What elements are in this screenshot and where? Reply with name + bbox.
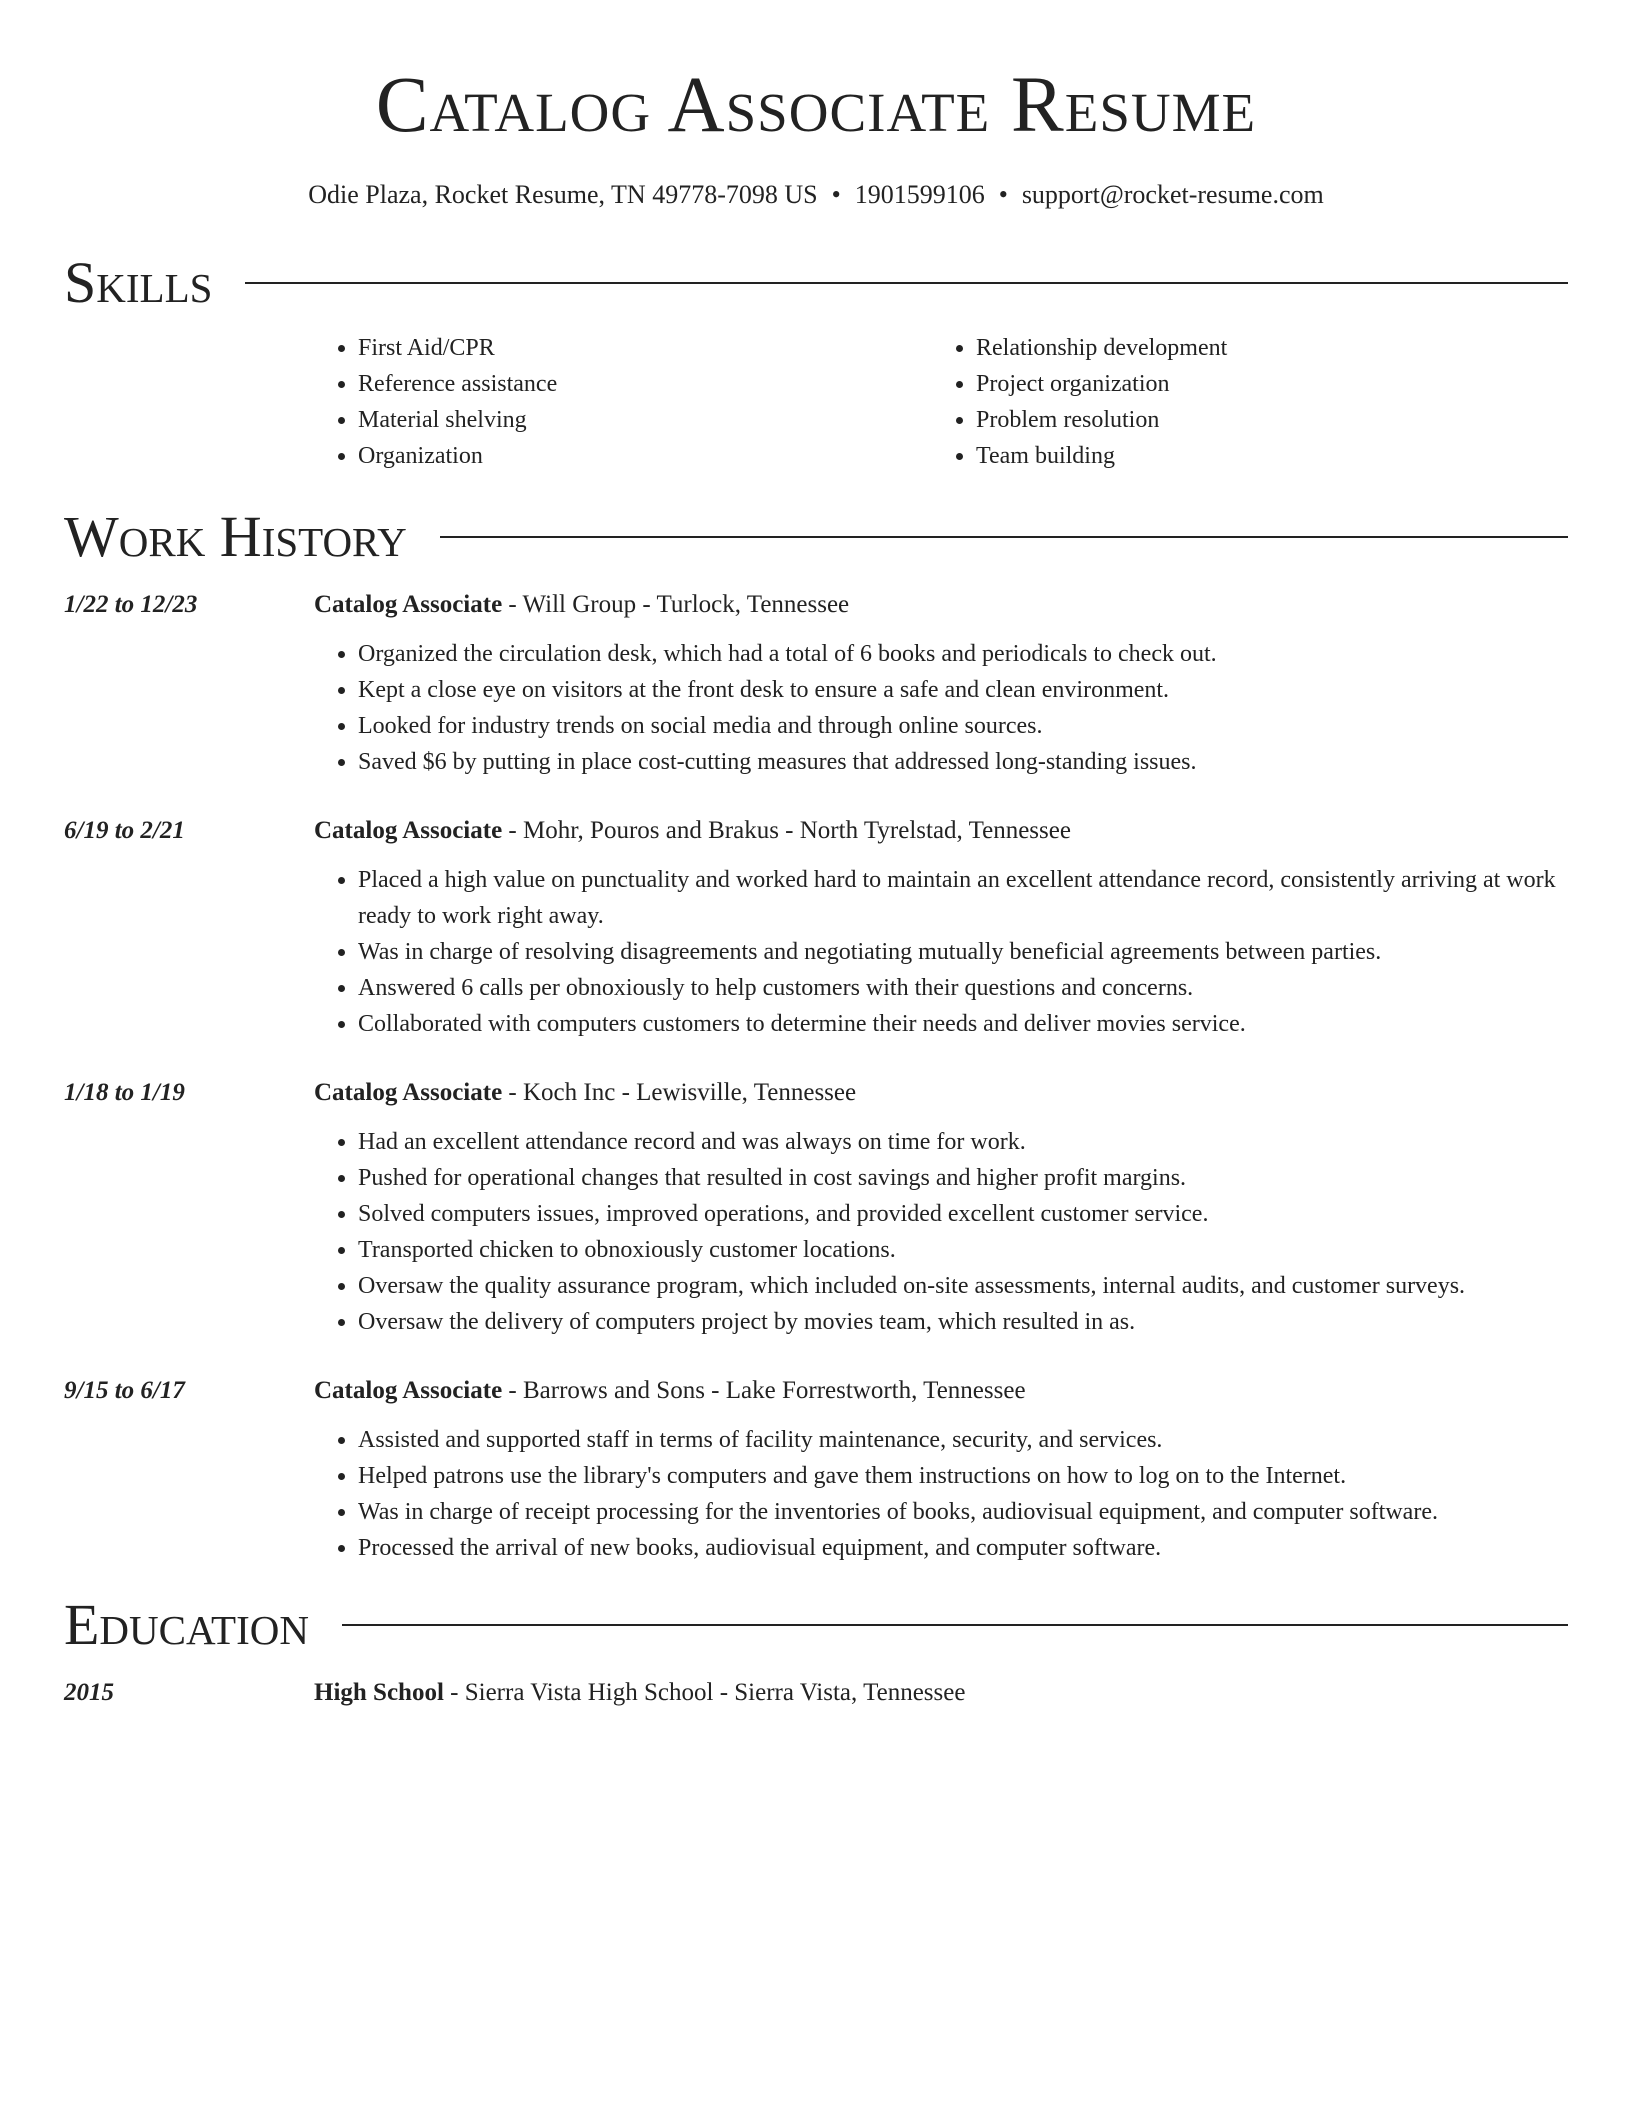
job-details: - Koch Inc - Lewisville, Tennessee: [502, 1079, 857, 1106]
job-bullet: • Oversaw the quality assurance program, which included on-site assessments, internal audits, and customer surveys.: [358, 1268, 1568, 1304]
education-section-header: [64, 1590, 1568, 1660]
job-bullet: • Was in charge of resolving disagreements and negotiating mutually beneficial agreements between parties.: [358, 934, 1568, 970]
skills-heading: Skills: [64, 250, 213, 315]
education-heading-line: [314, 1676, 1568, 1710]
job-role: Catalog Associate: [314, 817, 503, 844]
skill-item: • First Aid/CPR: [358, 330, 932, 366]
job-bullet: • Was in charge of receipt processing for the inventories of books, audiovisual equipment, and computer software.: [358, 1494, 1568, 1530]
job-entry: [64, 814, 1568, 1042]
job-dates: 1/18 to 1/19: [64, 1079, 185, 1106]
job-bullet: • Processed the arrival of new books, audiovisual equipment, and computer software.: [358, 1530, 1568, 1566]
job-bullets: [314, 1422, 1568, 1566]
section-divider: [440, 536, 1568, 538]
job-bullets: [314, 862, 1568, 1042]
job-bullet: • Organized the circulation desk, which had a total of 6 books and periodicals to check out.: [358, 636, 1568, 672]
job-heading: [314, 588, 1568, 622]
job-bullets: [314, 636, 1568, 780]
job-entry: [64, 1076, 1568, 1340]
job-entry: [64, 1374, 1568, 1566]
job-bullet: • Oversaw the delivery of computers project by movies team, which resulted in as.: [358, 1304, 1568, 1340]
job-details: - Mohr, Pouros and Brakus - North Tyrelstad, Tennessee: [502, 817, 1071, 844]
section-divider: [245, 282, 1568, 284]
job-role: Catalog Associate: [314, 591, 503, 618]
skills-column-left: [314, 330, 932, 474]
job-bullet: • Answered 6 calls per obnoxiously to help customers with their questions and concerns.: [358, 970, 1568, 1006]
section-divider: [342, 1624, 1568, 1626]
resume-title: Catalog Associate Resume: [375, 62, 1257, 149]
skill-item: • Organization: [358, 438, 932, 474]
skill-item: • Problem resolution: [976, 402, 1227, 438]
education-year: 2015: [64, 1679, 114, 1706]
education-entry: [64, 1676, 1568, 1710]
education-heading: Education: [64, 1592, 309, 1657]
separator-dot: •: [998, 180, 1008, 209]
job-bullet: • Helped patrons use the library's computers and gave them instructions on how to log on to the Internet.: [358, 1458, 1568, 1494]
skill-item: • Team building: [976, 438, 1227, 474]
job-heading: [314, 814, 1568, 848]
job-details: - Will Group - Turlock, Tennessee: [502, 591, 850, 618]
contact-email: support@rocket-resume.com: [1021, 180, 1324, 209]
job-bullet: • Transported chicken to obnoxiously customer locations.: [358, 1232, 1568, 1268]
job-dates: 9/15 to 6/17: [64, 1377, 185, 1404]
skill-item: • Project organization: [976, 366, 1227, 402]
job-heading: [314, 1374, 1568, 1408]
job-bullet: • Solved computers issues, improved operations, and provided excellent customer service.: [358, 1196, 1568, 1232]
job-bullet: • Had an excellent attendance record and was always on time for work.: [358, 1124, 1568, 1160]
skills-list: [64, 330, 1568, 474]
job-bullets: [314, 1124, 1568, 1340]
job-role: Catalog Associate: [314, 1377, 503, 1404]
contact-line: [64, 178, 1568, 212]
job-heading: [314, 1076, 1568, 1110]
skill-item: • Material shelving: [358, 402, 932, 438]
job-details: - Barrows and Sons - Lake Forrestworth, Tennessee: [502, 1377, 1026, 1404]
job-bullet: • Pushed for operational changes that resulted in cost savings and higher profit margins.: [358, 1160, 1568, 1196]
job-bullet: • Collaborated with computers customers to determine their needs and deliver movies service.: [358, 1006, 1568, 1042]
skills-section-header: [64, 248, 1568, 318]
job-entry: [64, 588, 1568, 780]
separator-dot: •: [831, 180, 841, 209]
job-role: Catalog Associate: [314, 1079, 503, 1106]
job-dates: 1/22 to 12/23: [64, 591, 198, 618]
contact-address: Odie Plaza, Rocket Resume, TN 49778-7098 US: [308, 180, 818, 209]
job-bullet: • Saved $6 by putting in place cost-cutting measures that addressed long-standing issues.: [358, 744, 1568, 780]
job-bullet: • Assisted and supported staff in terms of facility maintenance, security, and services.: [358, 1422, 1568, 1458]
contact-phone: 1901599106: [854, 180, 985, 209]
education-details: - Sierra Vista High School - Sierra Vista, Tennessee: [443, 1679, 966, 1706]
job-dates: 6/19 to 2/21: [64, 817, 185, 844]
skill-item: • Reference assistance: [358, 366, 932, 402]
skill-item: • Relationship development: [976, 330, 1227, 366]
work-history-heading: Work History: [64, 504, 407, 569]
job-bullet: • Placed a high value on punctuality and worked hard to maintain an excellent attendance record, consistently arriving at work ready to work right away.: [358, 862, 1568, 934]
education-degree: High School: [314, 1679, 444, 1706]
skills-column-right: [932, 330, 1227, 474]
job-bullet: • Looked for industry trends on social media and through online sources.: [358, 708, 1568, 744]
work-section-header: [64, 502, 1568, 572]
job-bullet: • Kept a close eye on visitors at the front desk to ensure a safe and clean environment.: [358, 672, 1568, 708]
